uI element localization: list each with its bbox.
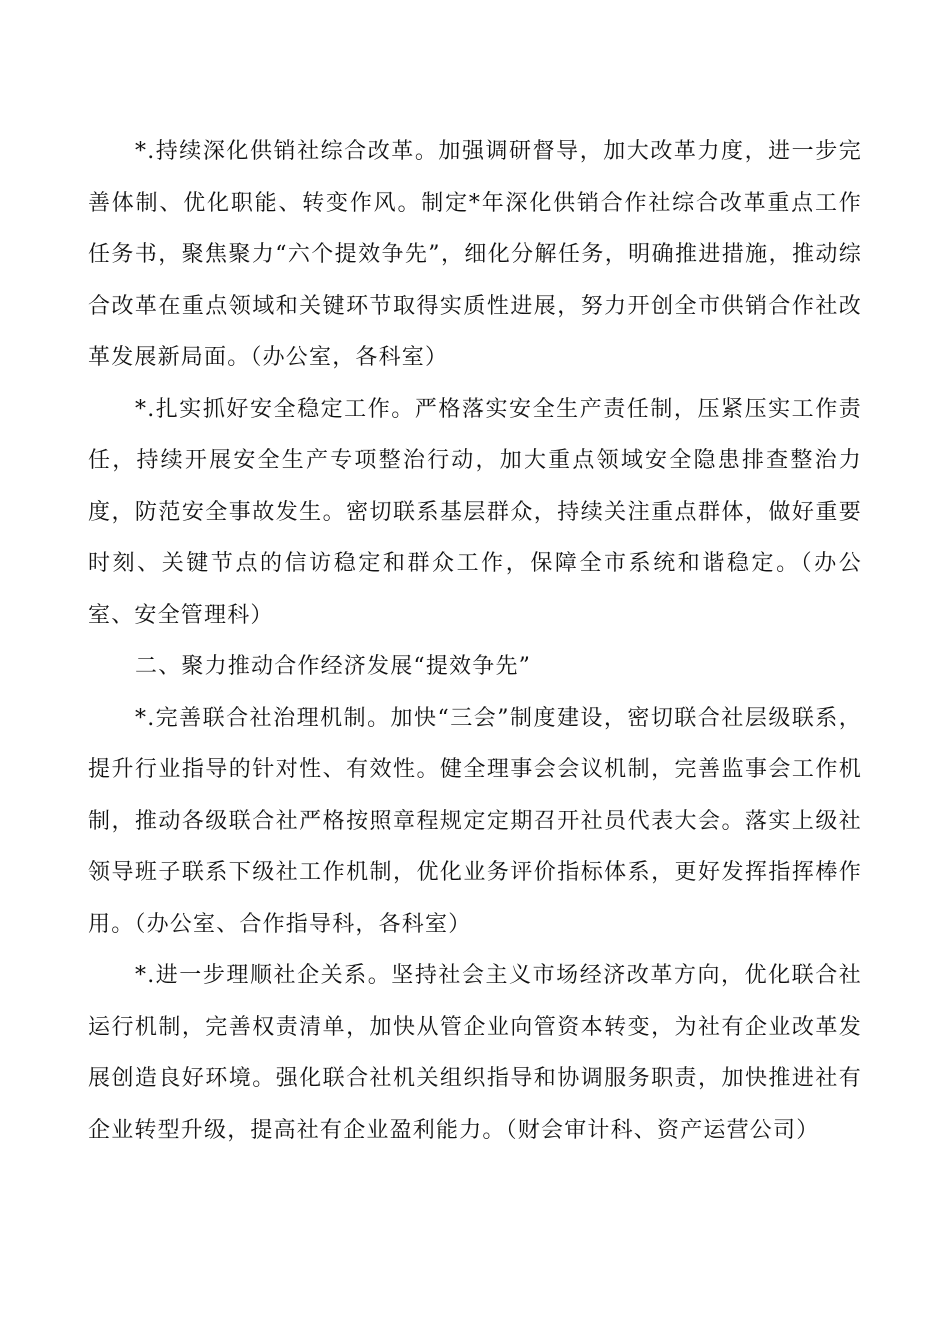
document-body <box>88 126 862 1156</box>
paragraph-safety-stability: *.扎实抓好安全稳定工作。严格落实安全生产责任制，压紧压实工作责任，持续开展安全生产专项整治行动，加大重点领域安全隐患排查整治力度，防范安全事故发生。密切联系基层群众，持续关注重点群体，做好重要时刻、关键节点的信访稳定和群众工作，保障全市系统和谐稳定。（办公室、安全管理科） <box>88 396 862 628</box>
paragraph-federation-governance: *.完善联合社治理机制。加快“三会”制度建设，密切联合社层级联系，提升行业指导的针对性、有效性。健全理事会会议机制，完善监事会工作机制，推动各级联合社严格按照章程规定定期召开社员代表大会。落实上级社领导班子联系下级社工作机制，优化业务评价指标体系，更好发挥指挥棒作用。（办公室、合作指导科，各科室） <box>88 705 862 937</box>
section-heading-cooperative-economy: 二、聚力推动合作经济发展“提效争先” <box>135 654 532 679</box>
paragraph-enterprise-relations: *.进一步理顺社企关系。坚持社会主义市场经济改革方向，优化联合社运行机制，完善权责清单，加快从管企业向管资本转变，为社有企业改革发展创造良好环境。强化联合社机关组织指导和协调服务职责，加快推进社有企业转型升级，提高社有企业盈利能力。（财会审计科、资产运营公司） <box>88 963 862 1143</box>
paragraph-supply-marketing-reform: *.持续深化供销社综合改革。加强调研督导，加大改革力度，进一步完善体制、优化职能、转变作风。制定*年深化供销合作社综合改革重点工作任务书，聚焦聚力“六个提效争先”，细化分解任务，明确推进措施，推动综合改革在重点领域和关键环节取得实质性进展，努力开创全市供销合作社改革发展新局面。（办公室，各科室） <box>88 139 862 370</box>
